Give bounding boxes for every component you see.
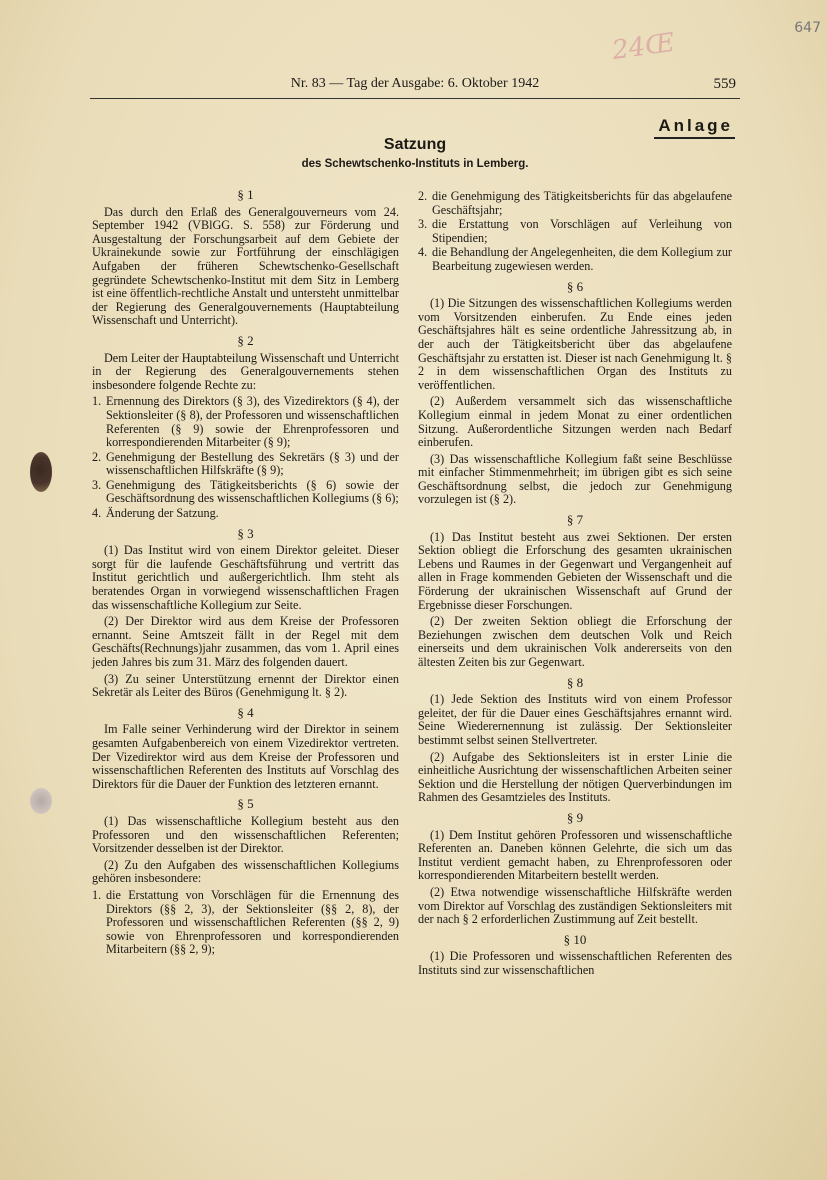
paragraph: Das durch den Erlaß des Generalgouverneurs vom 24. September 1942 (VBlGG. S. 558) zur Förderung und Ausgestaltung der Forschungsarbeit auf dem Gebiete der Ukrainekunde sowie zur Fortführung der einschlägigen Aufgaben der früheren Schewtschenko-Gesellschaft gegründete Schewtschenko-Institut mit dem Sitz in Lemberg ist eine öffentlich-rechtliche Anstalt und untersteht unmittelbar der Regierung des Generalgouvernements (Hauptabteilung Wissenschaft und Unterricht). [92, 204, 399, 328]
section-heading: § 5 [237, 796, 254, 812]
list-number: 2. [92, 449, 102, 464]
section-heading: § 6 [566, 278, 584, 294]
paragraph: (2) Außerdem versammelt sich das wissenschaftliche Kollegium einmal in jedem Monat zu einer ordentlichen Sitzung. Außerordentliche Sitzungen werden nach Bedarf einberufen. [418, 394, 732, 450]
handwritten-stamp: 24Œ [610, 27, 677, 67]
list-number: 1. [92, 887, 102, 902]
list-text: Genehmigung der Bestellung des Sekretärs (§ 3) und der wissenschaftlichen Hilfskräfte (§ 9); [106, 449, 399, 478]
list-number: 4. [418, 245, 428, 260]
numbered-list [418, 190, 732, 274]
paragraph: (2) Der Direktor wird aus dem Kreise der Professoren ernannt. Seine Amtszeit fällt in der Regel mit dem Geschäfts(Rechnungs)jahr zusammen, das vom 1. April eines jeden Jahres bis zum 31. März des folgenden dauert. [92, 614, 399, 669]
punch-hole [30, 452, 52, 492]
list-item [92, 479, 399, 506]
list-text: Änderung der Satzung. [106, 506, 219, 521]
paragraph: Im Falle seiner Verhinderung wird der Direktor in seinem gesamten Aufgabenbereich von einem Vizedirektor vertreten. Der Vizedirektor wird aus dem Kreise der Professoren und wissenschaftlichen Referenten des Instituts auf Vorschlag des Direktors für die Dauer der Funktion des letzteren ernannt. [92, 722, 399, 791]
paragraph: (1) Jede Sektion des Instituts wird von einem Professor geleitet, der für die Dauer eines Geschäftsjahres ernannt wird. Seine Wiederernennung ist zulässig. Der Sektionsleiter bestimmt selbst seinen Stellvertreter. [418, 692, 732, 747]
section-heading: § 2 [237, 332, 254, 348]
paragraph: (2) Aufgabe des Sektionsleiters ist in erster Linie die einheitliche Ausrichtung der wissenschaftlichen Arbeiten seiner Sektion und die Herstellung der nötigen Querverbindungen im Rahmen des Gesamtzieles des Instituts. [418, 749, 732, 805]
list-item [92, 451, 399, 478]
paragraph: (3) Das wissenschaftliche Kollegium faßt seine Beschlüsse mit einfacher Stimmenmehrheit; im übrigen gibt es sich seine Geschäftsordnung selbst, die jedoch zur Genehmigung vorzulegen ist (§ 2). [418, 451, 732, 507]
paragraph: (1) Das Institut wird von einem Direktor geleitet. Dieser sorgt für die laufende Geschäftsführung und vertritt das Institut gerichtlich und außergerichtlich. Ihm steht als beratendes Organ in vorwiegend wissenschaftlichen Fragen das wissenschaftliche Kollegium zur Seite. [92, 543, 399, 612]
list-number: 2. [418, 189, 428, 203]
list-text: Ernennung des Direktors (§ 3), des Vizedirektors (§ 4), der Sektionsleiter (§ 8), der Professoren und wissenschaftlichen Referenten (§ 9) sowie der Ehrenprofessoren und korrespondierenden Mitarbeiter (§ 9); [106, 394, 399, 450]
page-header [90, 76, 740, 99]
paragraph: Dem Leiter der Hauptabteilung Wissenschaft und Unterricht in der Regierung des Generalgouvernements stehen insbesondere folgende Rechte zu: [92, 350, 399, 392]
right-column [418, 190, 732, 980]
numbered-list [92, 889, 399, 957]
paragraph: (1) Das Institut besteht aus zwei Sektionen. Der ersten Sektion obliegt die Erforschung des gesamten ukrainischen Lebens und Raumes in der Gegenwart und Vergangenheit auf allen in Frage kommenden Gebieten der Wissenschaft und die Förderung der ukrainischen Wissenschaft auf Grund der Ergebnisse dieser Forschungen. [418, 529, 732, 612]
section-heading: § 8 [566, 674, 584, 690]
numbered-list [92, 395, 399, 520]
paragraph: (2) Der zweiten Sektion obliegt die Erforschung der Beziehungen zwischen dem deutschen Volk und Reich einerseits und dem ukrainischen Volk andererseits von den ältesten Zeiten bis zur Gegenwart. [418, 614, 732, 669]
list-item [418, 246, 732, 273]
section-heading: § 10 [563, 931, 587, 947]
section-heading: § 4 [237, 704, 254, 720]
paragraph: (1) Die Sitzungen des wissenschaftlichen Kollegiums werden vom Vorsitzenden einberufen. Zu Ende eines jeden Geschäftsjahres hält es seine ordentliche Jahressitzung ab, in der auch der Tätigkeitsbericht über das abgelaufene Geschäftsjahr zu erstatten ist. Dieser ist nach Genehmigung lt. § 2 in dem wissenschaftlichen Organ des Instituts zu veröffentlichen. [418, 296, 732, 392]
list-item [92, 507, 399, 521]
list-text: die Erstattung von Vorschlägen auf Verleihung von Stipendien; [432, 217, 732, 245]
section-heading: § 1 [237, 187, 254, 202]
list-number: 1. [92, 394, 102, 409]
punch-hole [30, 788, 52, 814]
paragraph: (1) Das wissenschaftliche Kollegium besteht aus den Professoren und den wissenschaftlichen Referenten; Vorsitzender desselben ist der Direktor. [92, 813, 399, 856]
paragraph: (1) Dem Institut gehören Professoren und wissenschaftliche Referenten an. Daneben können Gelehrte, die sich um das Institut verdient gemacht haben, zu Ehrenprofessoren oder korrespondierenden Mitarbeitern bestellt werden. [418, 827, 732, 883]
list-item [418, 190, 732, 217]
paragraph: (2) Etwa notwendige wissenschaftliche Hilfskräfte werden vom Direktor auf Vorschlag des zuständigen Sektionsleiters mit der nach § 2 erforderlichen Zustimmung auf Zeit bestellt. [418, 884, 732, 927]
document-title: Satzung [383, 136, 447, 153]
list-number: 4. [92, 506, 102, 521]
list-text: Genehmigung des Tätigkeitsberichts (§ 6) sowie der Geschäftsordnung des wissenschaftlichen Kollegiums (§ 6); [106, 477, 399, 506]
paragraph: (3) Zu seiner Unterstützung ernennt der Direktor einen Sekretär als Leiter des Büros (Genehmigung lt. § 2). [92, 671, 399, 700]
list-item [418, 218, 732, 245]
list-item [92, 889, 399, 957]
list-number: 3. [418, 217, 428, 232]
section-heading: § 9 [566, 809, 584, 825]
list-text: die Genehmigung des Tätigkeitsberichts für das abgelaufene Geschäftsjahr; [432, 189, 732, 217]
list-text: die Erstattung von Vorschlägen für die Ernennung des Direktors (§§ 2, 3), der Sektionsleiter (§§ 2, 8), der Professoren und wissenschaftlichen Referenten (§§ 2, 9) sowie von Ehrenprofessoren und korrespondierenden Mitarbeitern (§§ 2, 9); [106, 887, 399, 957]
paragraph: (2) Zu den Aufgaben des wissenschaftlichen Kollegiums gehören insbesondere: [92, 857, 399, 886]
anlage-label: Anlage [654, 116, 735, 139]
section-heading: § 3 [237, 525, 254, 541]
paragraph: (1) Die Professoren und wissenschaftlichen Referenten des Instituts sind zur wissenschaftlichen [418, 949, 732, 977]
left-column [92, 182, 399, 960]
archive-number: 647 [794, 20, 821, 36]
list-text: die Behandlung der Angelegenheiten, die dem Kollegium zur Bearbeitung zugewiesen werden. [432, 245, 732, 273]
page-number: 559 [713, 76, 736, 92]
issue-line: Nr. 83 — Tag der Ausgabe: 6. Oktober 1942 [290, 76, 540, 91]
list-number: 3. [92, 477, 102, 492]
list-item [92, 395, 399, 449]
document-subtitle: des Schewtschenko-Instituts in Lemberg. [301, 158, 529, 170]
section-heading: § 7 [566, 512, 584, 528]
